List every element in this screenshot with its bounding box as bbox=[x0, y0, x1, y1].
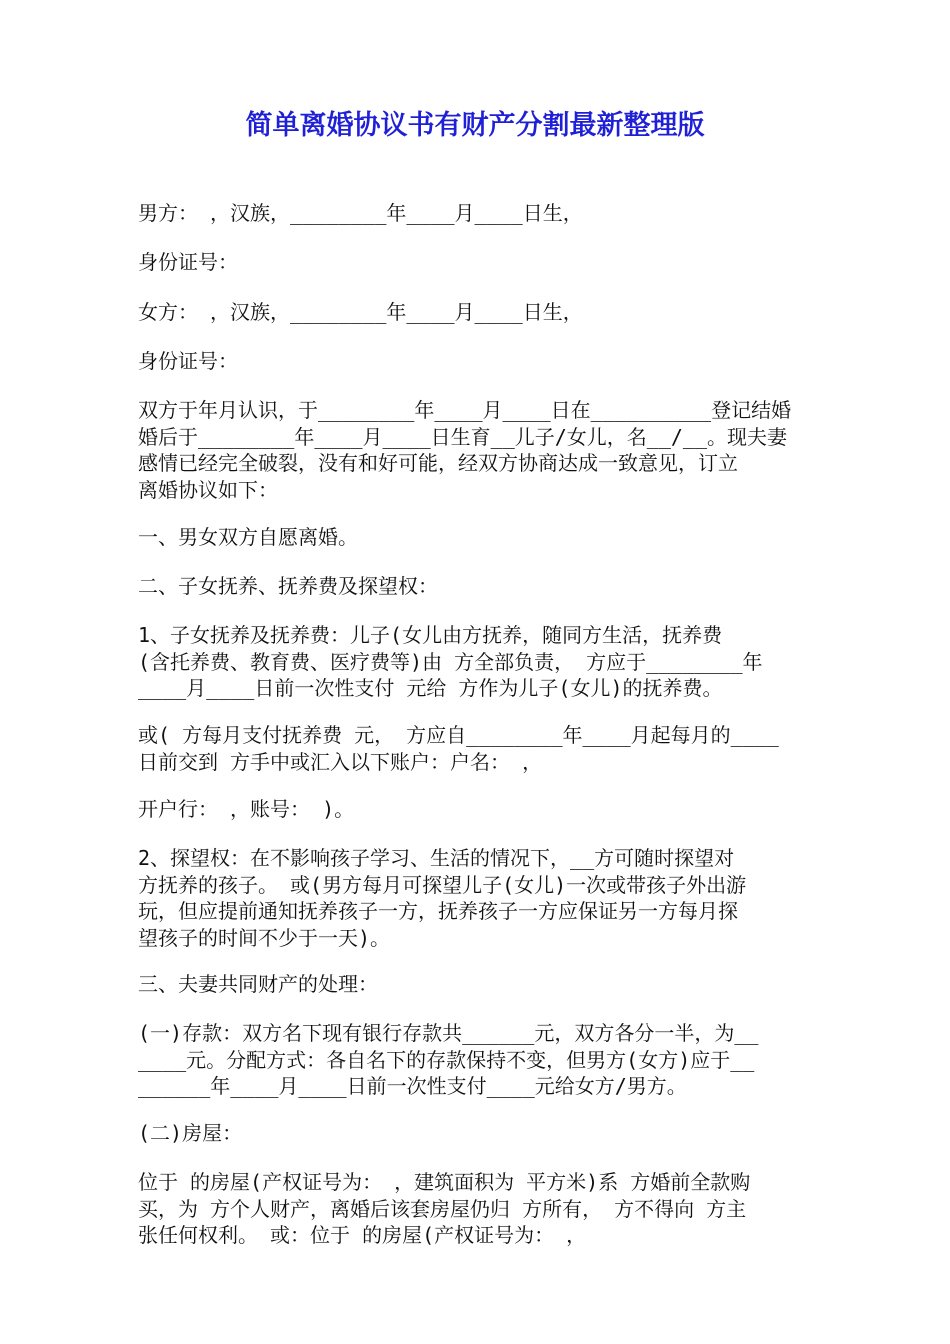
paragraph-female-id: 身份证号： bbox=[138, 349, 238, 373]
paragraph-male-id: 身份证号： bbox=[138, 250, 238, 274]
paragraph-deposits: (一)存款：双方名下现有银行存款共______元，双方各分一半，为__ ____元。分配方式：各自名下的存款保持不变，但男方(女方)应于__ ______年____月____日前一次性支付____元给女方/男方。 bbox=[138, 1021, 759, 1098]
paragraph-male-party: 男方： ，汉族，________年____月____日生， bbox=[138, 201, 583, 225]
paragraph-house-details: 位于 的房屋(产权证号为： ，建筑面积为 平方米)系 方婚前全款购 买，为 方个人财产，离婚后该套房屋仍归 方所有， 方不得向 方主 张任何权利。 或：位于 的房屋(产权证号为： ， bbox=[138, 1170, 751, 1247]
paragraph-house-heading: (二)房屋： bbox=[138, 1121, 243, 1145]
paragraph-section-2-heading: 二、子女抚养、抚养费及探望权： bbox=[138, 574, 438, 598]
paragraph-monthly-payment: 或( 方每月支付抚养费 元， 方应自________年____月起每月的____ 日前交到 方手中或汇入以下账户：户名： ， bbox=[138, 723, 779, 774]
paragraph-female-party: 女方： ，汉族，________年____月____日生， bbox=[138, 300, 583, 324]
paragraph-section-1: 一、男女双方自愿离婚。 bbox=[138, 525, 358, 549]
paragraph-section-3-heading: 三、夫妻共同财产的处理： bbox=[138, 972, 378, 996]
paragraph-intro: 双方于年月认识，于________年____月____日在__________登记结婚 婚后于________年____月____日生育__儿子/女儿，名__/__。现夫妻 感情已经完全破裂，没有和好可能，经双方协商达成一致意见，订立 离婚协议如下： bbox=[138, 398, 792, 502]
paragraph-bank-account: 开户行： ，账号： )。 bbox=[138, 797, 355, 821]
paragraph-child-support: 1、子女抚养及抚养费：儿子(女儿由方抚养，随同方生活，抚养费 (含托养费、教育费、医疗费等)由 方全部负责， 方应于________年 ____月____日前一次性支付 元给 方作为儿子(女儿)的抚养费。 bbox=[138, 623, 763, 700]
paragraph-visitation: 2、探望权：在不影响孩子学习、生活的情况下，__方可随时探望对 方抚养的孩子。 或(男方每月可探望儿子(女儿)一次或带孩子外出游 玩，但应提前通知抚养孩子一方，抚养孩子一方应保证另一方每月探 望孩子的时间不少于一天)。 bbox=[138, 846, 747, 950]
document-title: 简单离婚协议书有财产分割最新整理版 bbox=[245, 110, 705, 141]
